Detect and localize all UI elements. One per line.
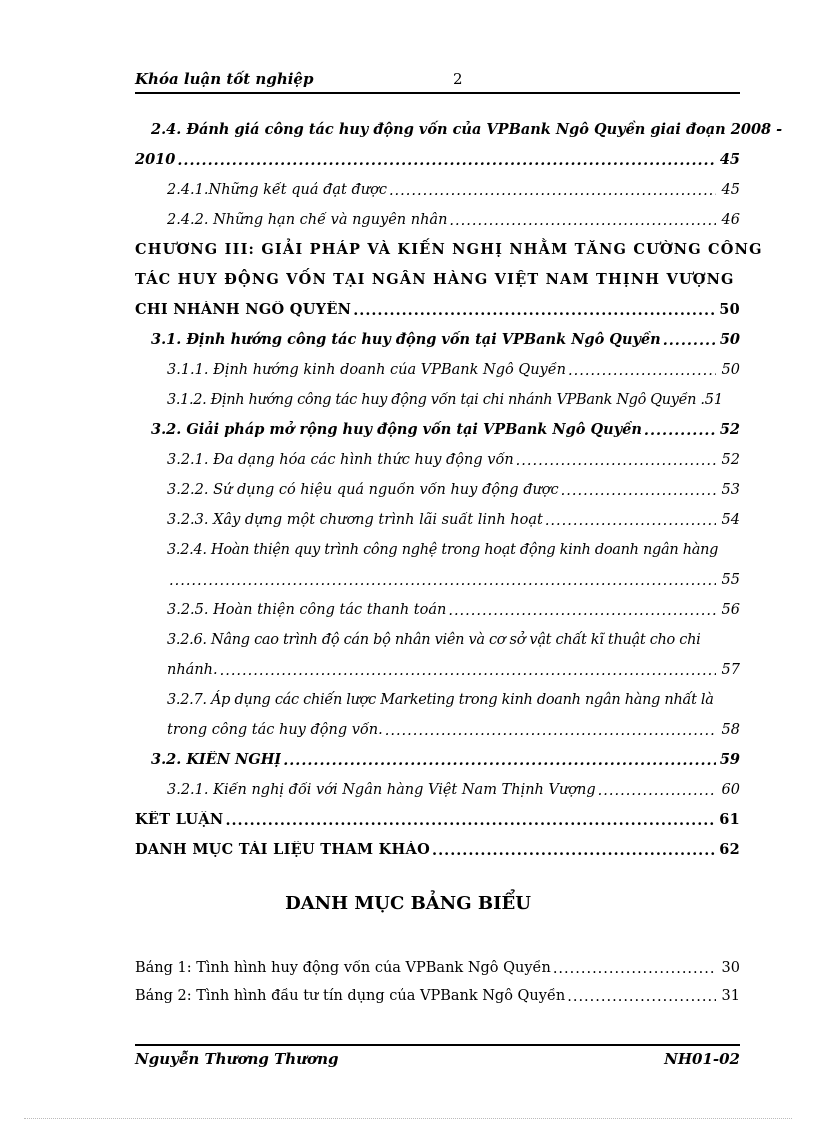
toc-text: 3.2.4. Hoàn thiện quy trình công nghệ trong hoạt động kinh doanh ngân hàng [167,542,719,558]
toc-page: 55 [721,572,740,588]
header-page-number: 2 [453,70,463,88]
toc-page: 58 [721,722,740,738]
toc-text: 3.2.1. Kiến nghị đối với Ngân hàng Việt Nam Thịnh Vượng [167,782,596,798]
toc-entry-2-4-1[interactable] [135,168,740,198]
toc-page: 45 [721,182,740,198]
leader-dots [177,154,716,169]
toc-text: 3.1.2. Định hướng công tác huy động vốn tại chi nhánh VPBank Ngô Quyền . [167,392,705,408]
leader-dots [353,304,716,319]
toc-text: DANH MỤC TÀI LIỆU THAM KHẢO [135,841,431,858]
leader-dots [598,784,716,799]
toc-entry-2-4-line1 [135,108,783,138]
leader-dots [385,724,716,739]
page-header [135,68,740,92]
table-entry-page: 30 [721,960,740,976]
toc-page: 54 [721,512,740,528]
toc-page: 56 [721,602,740,618]
toc-entry-kien-nghi-1[interactable] [135,768,740,798]
toc-text: 2010 [135,151,176,168]
toc-text: 3.2.7. Áp dụng các chiến lược Marketing trong kinh doanh ngân hàng nhất là [167,692,714,708]
toc-entry-3-2-2[interactable] [135,468,740,498]
leader-dots [432,844,716,859]
toc-chapter-3-line2 [135,258,740,288]
toc-page: 50 [721,362,740,378]
toc-page: 51 [704,392,724,408]
toc-text: 3.2.5. Hoàn thiện công tác thanh toán [167,602,447,618]
table-of-contents [135,108,783,858]
leader-dots [545,514,716,529]
header-rule [135,92,740,94]
table-entry-text: Bảng 1: Tình hình huy động vốn của VPBank Ngô Quyền [135,960,551,976]
toc-page: 53 [721,482,740,498]
leader-dots [553,962,716,977]
leader-dots [448,604,716,619]
toc-text: 3.2. KIẾN NGHỊ [151,751,282,768]
toc-entry-3-2-1[interactable] [135,438,740,468]
toc-page: 52 [719,421,740,438]
toc-entry-2-4[interactable] [135,138,740,168]
toc-text: CHƯƠNG III: GIẢI PHÁP VÀ KIẾN NGHỊ NHẰM TĂNG CƯỜNG CÔNG [135,241,763,258]
leader-dots [225,814,716,829]
toc-text: 2.4.2. Những hạn chế và nguyên nhân [167,212,448,228]
toc-text: 3.2.6. Nâng cao trình độ cán bộ nhân viên và cơ sở vật chất kĩ thuật cho chi [167,632,701,648]
toc-entry-3-2[interactable] [135,408,740,438]
page-edge [24,1118,792,1119]
leader-dots [567,990,716,1005]
toc-text: 3.2.3. Xây dựng một chương trình lãi suất linh hoạt [167,512,543,528]
leader-dots [169,574,716,589]
tables-list-title: DANH MỤC BẢNG BIỂU [285,893,531,914]
toc-entry-3-2-6[interactable] [135,648,740,678]
leader-dots [283,754,716,769]
leader-dots [561,484,716,499]
leader-dots [644,424,716,439]
toc-page: 52 [721,452,740,468]
toc-text: 3.1. Định hướng công tác huy động vốn tại VPBank Ngô Quyền [151,331,661,348]
leader-dots [568,364,716,379]
toc-text: KẾT LUẬN [135,811,224,828]
toc-text: TÁC HUY ĐỘNG VỐN TẠI NGÂN HÀNG VIỆT NAM THỊNH VƯỢNG [135,271,735,288]
toc-text: 2.4. Đánh giá công tác huy động vốn của VPBank Ngô Quyền giai đoạn 2008 - [151,121,783,138]
toc-entry-3-1-1[interactable] [135,348,740,378]
toc-text: trong công tác huy động vốn. [167,722,383,738]
toc-page: 62 [719,841,740,858]
toc-entry-references[interactable] [135,828,740,858]
toc-text: nhánh. [167,662,218,678]
table-entry-text: Bảng 2: Tình hình đầu tư tín dụng của VPBank Ngô Quyền [135,988,566,1004]
toc-page: 61 [719,811,740,828]
toc-entry-ket-luan[interactable] [135,798,740,828]
footer-code: NH01-02 [664,1050,740,1068]
leader-dots [663,334,716,349]
toc-page: 57 [721,662,740,678]
leader-dots [220,664,716,679]
toc-entry-kien-nghi[interactable] [135,738,740,768]
leader-dots [449,214,716,229]
toc-entry-3-2-6-line1 [135,618,740,648]
toc-page: 60 [721,782,740,798]
footer-rule [135,1044,740,1046]
toc-entry-3-1[interactable] [135,318,740,348]
toc-entry-3-2-7-line1 [135,678,740,708]
leader-dots [389,184,716,199]
header-doc-label: Khóa luận tốt nghiệp [135,70,314,88]
leader-dots [516,454,716,469]
toc-entry-3-2-3[interactable] [135,498,740,528]
toc-page: 50 [719,301,740,318]
footer-author: Nguyễn Thương Thương [135,1050,339,1068]
toc-chapter-3-line1 [135,228,763,258]
toc-page: 46 [721,212,740,228]
tables-list [135,948,740,1004]
toc-entry-3-2-4[interactable] [135,558,740,588]
toc-text: CHI NHÁNH NGÔ QUYỀN [135,301,352,318]
toc-text: 3.1.1. Định hướng kinh doanh của VPBank Ngô Quyền [167,362,566,378]
toc-text: 3.2.2. Sử dụng có hiệu quả nguồn vốn huy động được [167,482,559,498]
toc-chapter-3[interactable] [135,288,740,318]
toc-entry-3-1-2[interactable] [135,378,740,408]
toc-entry-3-2-4-line1 [135,528,740,558]
toc-entry-3-2-5[interactable] [135,588,740,618]
toc-text: 3.2. Giải pháp mở rộng huy động vốn tại VPBank Ngô Quyền [151,421,642,438]
toc-entry-2-4-2[interactable] [135,198,740,228]
toc-text: 2.4.1.Những kết quả đạt được [167,182,387,198]
toc-entry-3-2-7[interactable] [135,708,740,738]
toc-page: 50 [719,331,740,348]
toc-text: 3.2.1. Đa dạng hóa các hình thức huy động vốn [167,452,514,468]
table-entry-2[interactable] [135,976,740,1004]
table-entry-page: 31 [721,988,740,1004]
toc-page: 59 [719,751,740,768]
table-entry-1[interactable] [135,948,740,976]
toc-page: 45 [719,151,740,168]
